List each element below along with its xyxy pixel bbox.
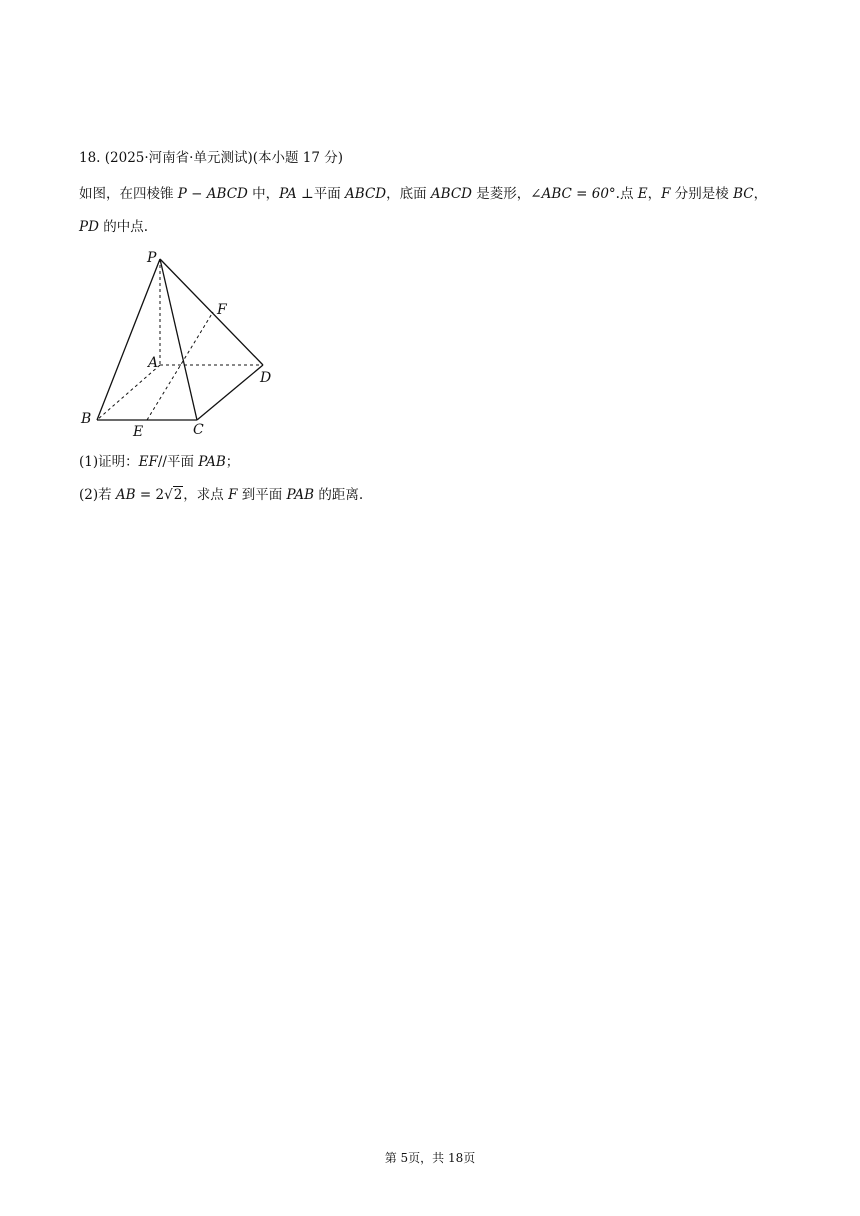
part-text: ，求点 bbox=[183, 487, 229, 503]
stem-text: 是菱形， bbox=[471, 186, 531, 202]
stem-text: 的中点. bbox=[98, 219, 149, 235]
stem-text: ， bbox=[753, 186, 768, 202]
part-math: AB bbox=[115, 487, 136, 503]
part-math: EF bbox=[138, 454, 158, 470]
pyramid-figure bbox=[76, 244, 286, 444]
sqrt-expression: √2 bbox=[164, 487, 183, 503]
part-math: F bbox=[228, 487, 238, 503]
part-2 bbox=[79, 483, 363, 503]
stem-text: 中， bbox=[247, 186, 280, 202]
label-a: A bbox=[148, 355, 159, 371]
part-1 bbox=[79, 450, 239, 470]
edge-pc bbox=[160, 259, 197, 420]
stem-text: ， bbox=[647, 186, 662, 202]
part-text: (1)证明： bbox=[79, 454, 139, 470]
edge-cd bbox=[197, 365, 263, 420]
part-text: ； bbox=[225, 454, 240, 470]
sqrt-radicand: 2 bbox=[173, 487, 183, 503]
label-c: C bbox=[193, 422, 204, 438]
label-b: B bbox=[81, 411, 92, 427]
edge-pb bbox=[97, 259, 160, 420]
part-text: //平面 bbox=[157, 454, 199, 470]
label-p: P bbox=[147, 250, 157, 266]
stem-text: ，底面 bbox=[386, 186, 431, 202]
question-stem bbox=[79, 178, 789, 244]
question-header: 18. (2025·河南省·单元测试)(本小题 17 分) bbox=[79, 150, 344, 166]
stem-math: PD bbox=[79, 219, 99, 235]
stem-math: ∠ABC = 60° bbox=[530, 186, 616, 202]
label-d: D bbox=[260, 370, 272, 386]
edge-pd bbox=[160, 259, 263, 365]
stem-math: F bbox=[661, 186, 671, 202]
stem-math: E bbox=[637, 186, 648, 202]
label-f: F bbox=[217, 302, 227, 318]
part-text: (2)若 bbox=[79, 487, 116, 503]
part-math: PAB bbox=[198, 454, 226, 470]
part-text: 的距离. bbox=[314, 487, 364, 503]
edge-ab bbox=[97, 365, 160, 420]
stem-math: P − ABCD bbox=[177, 186, 248, 202]
part-text: = 2 bbox=[135, 487, 165, 503]
stem-math: PA bbox=[279, 186, 297, 202]
stem-text: 如图，在四棱锥 bbox=[79, 186, 178, 202]
label-e: E bbox=[133, 424, 144, 440]
stem-math: ABCD bbox=[430, 186, 472, 202]
stem-text: ⊥平面 bbox=[296, 186, 346, 202]
page-footer: 第 5页，共 18页 bbox=[384, 1151, 476, 1165]
part-math: PAB bbox=[286, 487, 315, 503]
stem-text: 分别是棱 bbox=[670, 186, 734, 202]
part-text: 到平面 bbox=[237, 487, 287, 503]
stem-math: BC bbox=[733, 186, 754, 202]
stem-math: ABCD bbox=[345, 186, 387, 202]
stem-text: .点 bbox=[615, 186, 638, 202]
